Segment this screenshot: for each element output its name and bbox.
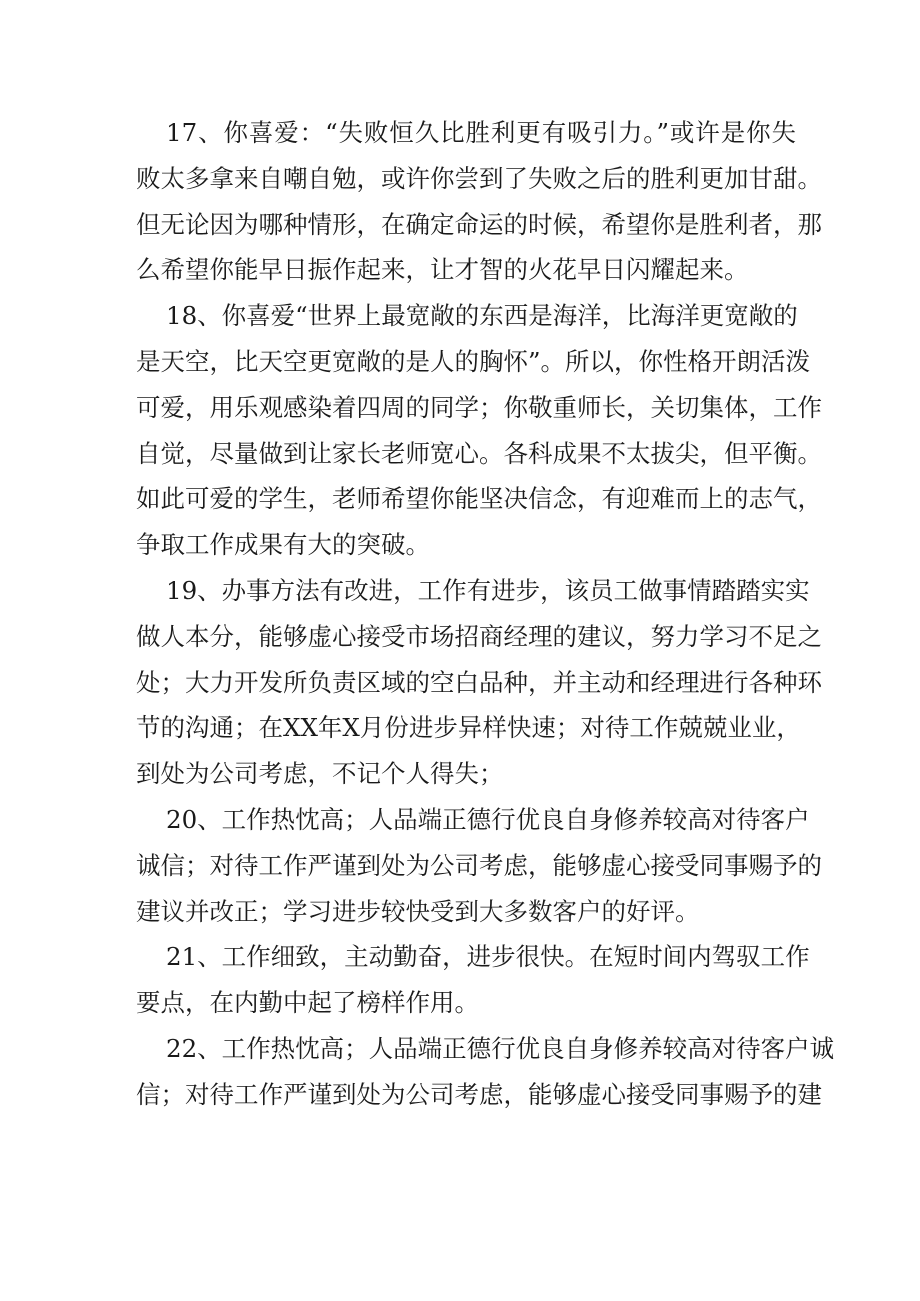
paragraph-20-line-3: 建议并改正；学习进步较快受到大多数客户的好评。: [136, 896, 700, 926]
paragraph-18-line-4: 自觉，尽量做到让家长老师宽心。各科成果不太拔尖，但平衡。: [136, 438, 822, 468]
paragraph-17-line-4: 么希望你能早日振作起来，让才智的火花早日闪耀起来。: [136, 255, 749, 285]
paragraph-17-line-1: 17、你喜爱：“失败恒久比胜利更有吸引力。”或许是你失: [166, 118, 796, 147]
paragraph-22-line-1: 22、工作热忱高；人品端正德行优良自身修养较高对待客户诚: [166, 1033, 835, 1063]
paragraph-18-line-6: 争取工作成果有大的突破。: [136, 530, 430, 560]
paragraph-21-line-2: 要点，在内勤中起了榜样作用。: [136, 988, 479, 1018]
paragraph-20-line-2: 诚信；对待工作严谨到处为公司考虑，能够虚心接受同事赐予的: [136, 850, 822, 880]
paragraph-21-line-1: 21、工作细致，主动勤奋，进步很快。在短时间内驾驭工作: [166, 942, 810, 972]
paragraph-19-line-5: 到处为公司考虑，不记个人得失；: [136, 759, 504, 789]
paragraph-18-line-1: 18、你喜爱“世界上最宽敞的东西是海洋，比海洋更宽敞的: [166, 301, 798, 331]
paragraph-19-line-1: 19、办事方法有改进，工作有进步，该员工做事情踏踏实实: [166, 575, 810, 605]
paragraph-19-line-3: 处；大力开发所负责区域的空白品种，并主动和经理进行各种环: [136, 667, 822, 697]
paragraph-18-line-2: 是天空，比天空更宽敞的是人的胸怀”。所以，你性格开朗活泼: [136, 346, 811, 376]
document-body: [136, 110, 835, 1118]
paragraph-17-line-3: 但无论因为哪种情形，在确定命运的时候，希望你是胜利者，那: [136, 209, 822, 239]
paragraph-19-line-4: 节的沟通；在XX年X月份进步异样快速；对待工作兢兢业业，: [136, 713, 801, 743]
paragraph-18-line-3: 可爱，用乐观感染着四周的同学；你敬重师长，关切集体，工作: [136, 392, 822, 422]
paragraph-22-line-2: 信；对待工作严谨到处为公司考虑，能够虚心接受同事赐予的建: [136, 1079, 822, 1109]
paragraph-17-line-2: 败太多拿来自嘲自勉，或许你尝到了失败之后的胜利更加甘甜。: [136, 163, 822, 193]
paragraph-18-line-5: 如此可爱的学生，老师希望你能坚决信念，有迎难而上的志气，: [136, 484, 822, 514]
paragraph-19-line-2: 做人本分，能够虚心接受市场招商经理的建议，努力学习不足之: [136, 621, 822, 651]
paragraph-20-line-1: 20、工作热忱高；人品端正德行优良自身修养较高对待客户: [166, 804, 810, 834]
